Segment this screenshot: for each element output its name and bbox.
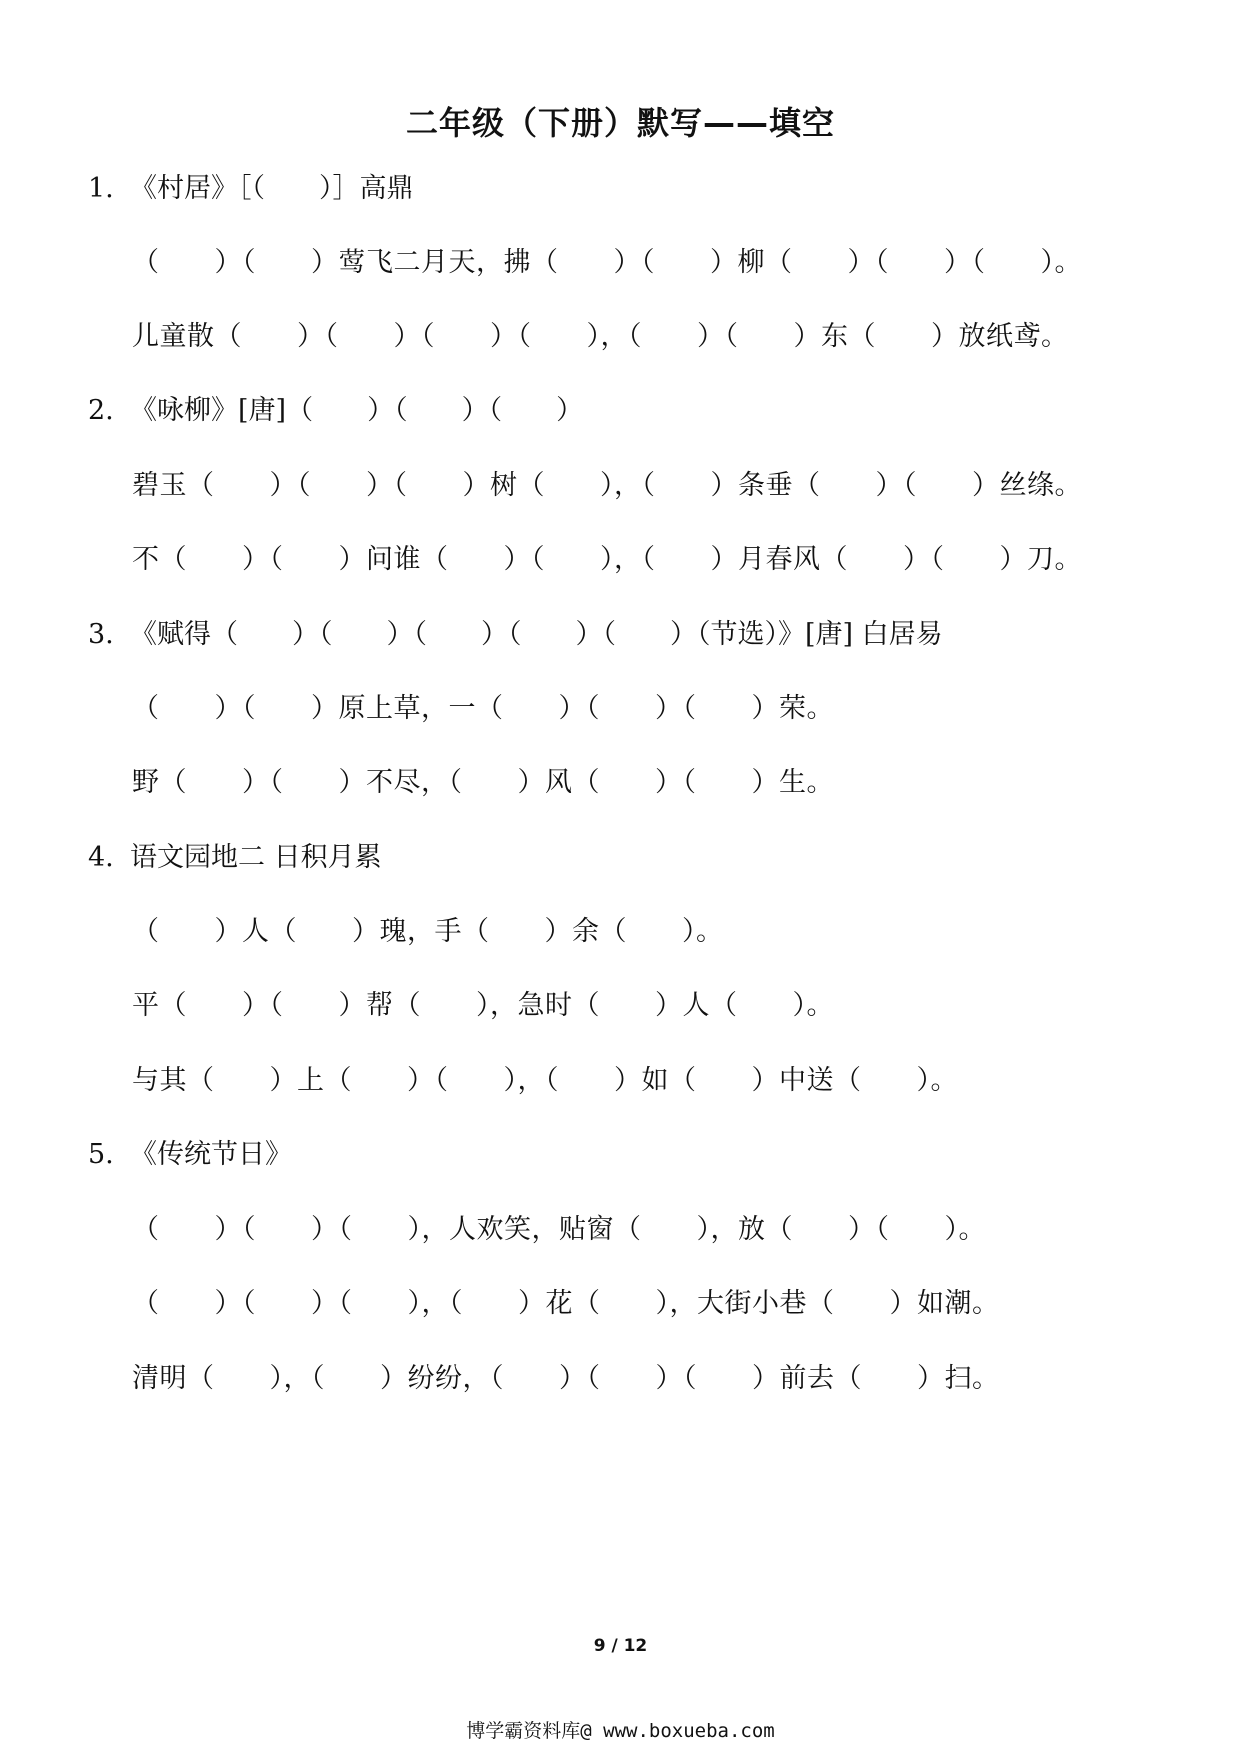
section-3-heading: [88, 612, 943, 651]
fill-line: 儿童散（ ）（ ）（ ）（ ），（ ）（ ）东（ ）放纸鸢。: [132, 321, 1069, 352]
section-4-heading: [88, 835, 382, 874]
fill-line: 清明（ ），（ ）纷纷，（ ）（ ）（ ）前去（ ）扫。: [132, 1363, 1000, 1394]
section-title: 《传统节日》: [130, 1139, 292, 1170]
fill-line: （ ）（ ）莺飞二月天，拂（ ）（ ）柳（ ）（ ）（ ）。: [132, 247, 1082, 278]
section-number: 3.: [88, 619, 114, 650]
fill-line: 平（ ）（ ）帮（ ），急时（ ）人（ ）。: [132, 990, 834, 1021]
fill-line: 碧玉（ ）（ ）（ ）树（ ），（ ）条垂（ ）（ ）丝绦。: [132, 470, 1082, 501]
section-1-heading: [88, 166, 414, 205]
section-title: 语文园地二 日积月累: [130, 842, 382, 873]
section-5-heading: [88, 1132, 292, 1171]
watermark: 博学霸资料库@ www.boxueba.com: [466, 1720, 775, 1742]
fill-line: 与其（ ）上（ ）（ ），（ ）如（ ）中送（ ）。: [132, 1065, 958, 1096]
section-2-heading: [88, 388, 583, 427]
section-number: 5.: [88, 1139, 114, 1170]
section-number: 2.: [88, 395, 114, 426]
fill-line: （ ）（ ）原上草，一（ ）（ ）（ ）荣。: [132, 693, 834, 724]
section-number: 4.: [88, 842, 114, 873]
page-number: 9 / 12: [593, 1636, 648, 1656]
section-title: 《村居》［（ ）］高鼎: [130, 173, 414, 204]
fill-line: （ ）人（ ）瑰，手（ ）余（ ）。: [132, 916, 724, 947]
fill-line: 不（ ）（ ）问谁（ ）（ ），（ ）月春风（ ）（ ）刀。: [132, 544, 1082, 575]
fill-line: （ ）（ ）（ ），人欢笑，贴窗（ ），放（ ）（ ）。: [132, 1214, 986, 1245]
fill-line: 野（ ）（ ）不尽，（ ）风（ ）（ ）生。: [132, 767, 834, 798]
section-number: 1.: [88, 173, 114, 204]
fill-line: （ ）（ ）（ ），（ ）花（ ），大街小巷（ ）如潮。: [132, 1288, 1000, 1319]
section-title: 《咏柳》[唐]（ ）（ ）（ ）: [130, 395, 584, 426]
page-title: 二年级（下册）默写——填空: [405, 104, 835, 142]
section-title: 《赋得（ ）（ ）（ ）（ ）（ ）（节选）》[唐] 白居易: [130, 619, 943, 650]
